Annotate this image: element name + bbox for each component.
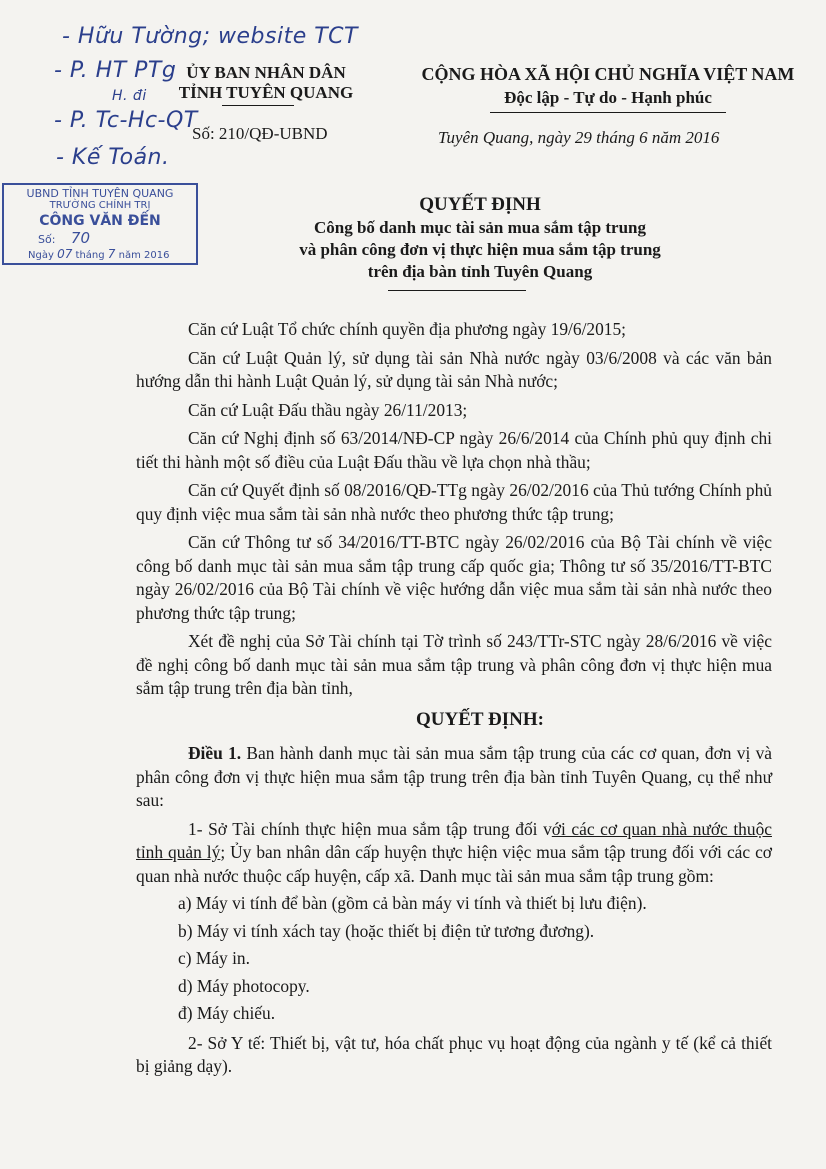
asset-item-a: a) Máy vi tính để bàn (gồm cả bàn máy vi tính và thiết bị lưu điện). bbox=[178, 893, 647, 913]
stamp-year-label: năm 2016 bbox=[118, 250, 170, 261]
title-underline bbox=[388, 290, 526, 291]
handwritten-note-3: - P. Tc-Hc-QT bbox=[54, 108, 198, 133]
preamble-7: Xét đề nghị của Sở Tài chính tại Tờ trình số 243/TTr-STC ngày 28/6/2016 về việc đề nghị công bố danh mục tài sản mua sắm tập trung và phân công đơn vị thực hiện mua sắm tập trung trên địa bàn tỉnh, bbox=[136, 631, 772, 698]
clause-1-prefix: 1- Sở Tài chính thực hiện mua sắm tập trung đối v bbox=[188, 818, 552, 839]
motto-underline bbox=[490, 112, 726, 113]
place-and-date: Tuyên Quang, ngày 29 tháng 6 năm 2016 bbox=[438, 128, 720, 147]
asset-item-dd: đ) Máy chiếu. bbox=[178, 1003, 276, 1023]
stamp-number bbox=[4, 229, 196, 247]
stamp-day-label: Ngày bbox=[28, 250, 54, 261]
preamble-6: Căn cứ Thông tư số 34/2016/TT-BTC ngày 26/02/2016 của Bộ Tài chính về việc công bố danh mục tài sản mua sắm tập trung cấp quốc gia; Thông tư số 35/2016/TT-BTC ngày 26/02/2016 của Bộ Tài chính về việc hướng dẫn việc mua sắm tài sản nhà nước theo phương thức tập trung; bbox=[136, 532, 772, 623]
stamp-day: 07 bbox=[57, 247, 73, 261]
stamp-month: 7 bbox=[107, 247, 116, 261]
national-motto: Độc lập - Tự do - Hạnh phúc bbox=[504, 88, 712, 107]
org-line-1: ỦY BAN NHÂN DÂN bbox=[186, 63, 346, 82]
document-title: QUYẾT ĐỊNH bbox=[419, 194, 541, 215]
clause-1-underlined: ới các cơ quan nhà nước thuộc tỉnh quản lý bbox=[136, 818, 772, 862]
stamp-line-1: UBND TỈNH TUYÊN QUANG bbox=[26, 187, 174, 200]
asset-item-c: c) Máy in. bbox=[178, 948, 250, 968]
preamble-2: Căn cứ Luật Quản lý, sử dụng tài sản Nhà nước ngày 03/6/2008 và các văn bản hướng dẫn thi hành Luật Quản lý, sử dụng tài sản Nhà nước; bbox=[136, 347, 772, 391]
article-1-clause-2: 2- Sở Y tế: Thiết bị, vật tư, hóa chất phục vụ hoạt động của ngành y tế (kể cả thiết bị giảng dạy). bbox=[136, 1032, 772, 1076]
org-underline bbox=[222, 105, 294, 106]
issuing-organization bbox=[166, 63, 366, 103]
handwritten-note-2: - P. HT PTg bbox=[54, 58, 177, 83]
article-1 bbox=[136, 742, 772, 1079]
article-1-intro bbox=[136, 742, 772, 813]
subtitle-line-2: và phân công đơn vị thực hiện mua sắm tập trung bbox=[299, 240, 661, 259]
preamble-5: Căn cứ Quyết định số 08/2016/QĐ-TTg ngày 26/02/2016 của Thủ tướng Chính phủ quy định việc mua sắm tài sản nhà nước theo phương thức tập trung; bbox=[136, 480, 772, 524]
stamp-number-value: 70 bbox=[70, 229, 91, 247]
asset-item-b: b) Máy vi tính xách tay (hoặc thiết bị điện tử tương đương). bbox=[178, 920, 595, 941]
handwritten-note-1: - Hữu Tường; website TCT bbox=[62, 24, 358, 49]
handwritten-note-2b: H. đi bbox=[112, 88, 147, 104]
incoming-document-stamp bbox=[2, 183, 198, 265]
decision-heading: QUYẾT ĐỊNH: bbox=[416, 709, 544, 730]
preamble bbox=[136, 318, 772, 701]
handwritten-note-4: - Kế Toán. bbox=[56, 145, 170, 170]
subtitle-line-1: Công bố danh mục tài sản mua sắm tập trung bbox=[313, 218, 647, 237]
clause-1-suffix: ; Ủy ban nhân dân cấp huyện thực hiện việc mua sắm tập trung đối với các cơ quan nhà nước thuộc cấp huyện, cấp xã. Danh mục tài sản mua sắm tập trung gồm: bbox=[136, 842, 772, 886]
org-line-2: TỈNH TUYÊN QUANG bbox=[178, 83, 354, 102]
document-subtitle bbox=[200, 217, 760, 283]
stamp-number-label: Số: bbox=[38, 233, 56, 246]
article-1-text: Ban hành danh mục tài sản mua sắm tập trung của các cơ quan, đơn vị và phân công đơn vị thực hiện mua sắm tập trung trên địa bàn tỉnh Tuyên Quang, cụ thể như sau: bbox=[136, 743, 772, 810]
stamp-month-label: tháng bbox=[75, 250, 105, 261]
preamble-1: Căn cứ Luật Tổ chức chính quyền địa phương ngày 19/6/2015; bbox=[188, 319, 627, 339]
stamp-date bbox=[4, 247, 196, 261]
stamp-line-2: TRƯỜNG CHÍNH TRỊ bbox=[49, 200, 151, 211]
preamble-3: Căn cứ Luật Đấu thầu ngày 26/11/2013; bbox=[188, 399, 468, 420]
subtitle-line-3: trên địa bàn tỉnh Tuyên Quang bbox=[367, 262, 593, 281]
stamp-line-3: CÔNG VĂN ĐẾN bbox=[39, 213, 161, 229]
article-1-clause-1 bbox=[136, 818, 772, 889]
document-number: Số: 210/QĐ-UBND bbox=[192, 124, 328, 143]
national-title: CỘNG HÒA XÃ HỘI CHỦ NGHĨA VIỆT NAM bbox=[421, 64, 795, 84]
preamble-4: Căn cứ Nghị định số 63/2014/NĐ-CP ngày 26/6/2014 của Chính phủ quy định chi tiết thi hành một số điều của Luật Đấu thầu về lựa chọn nhà thầu; bbox=[136, 428, 772, 472]
article-1-label: Điều 1. bbox=[188, 743, 242, 763]
asset-item-d: d) Máy photocopy. bbox=[178, 975, 310, 996]
